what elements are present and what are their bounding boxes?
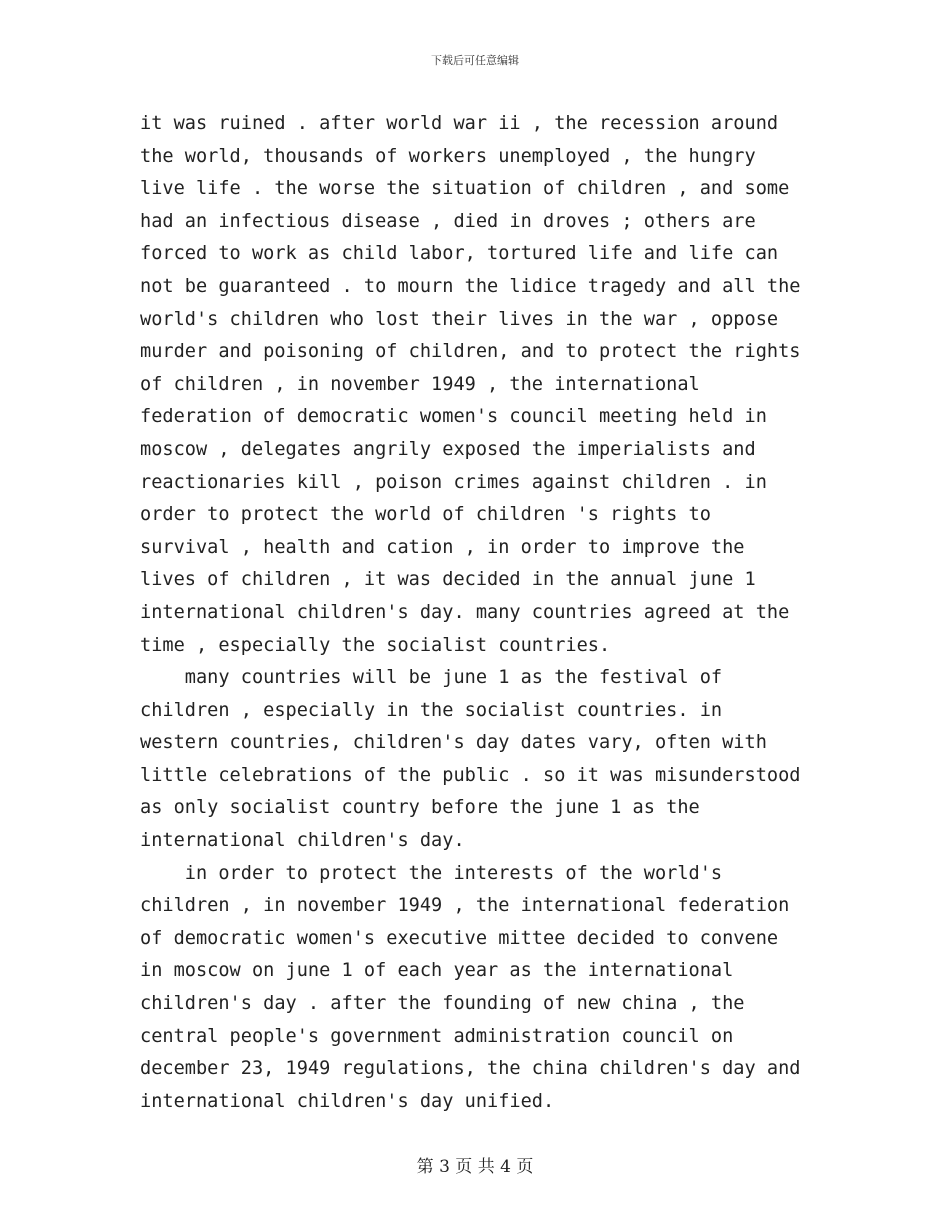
paragraph: in order to protect the interests of the world's children , in november 1949 , the international federation of democratic women's executive mittee decided to convene in moscow on june 1 of each year as the international children's day . after the founding of new china , the central people's government administration council on december 23, 1949 regulations, the china children's day and international children's day unified. (140, 862, 812, 1112)
paragraph: many countries will be june 1 as the festival of children , especially in the socialist countries. in western countries, children's day dates vary, often with little celebrations of the public . so it was misunderstood as only socialist country before the june 1 as the international children's day. (140, 667, 812, 852)
page-header: 下载后可任意编辑 (431, 54, 519, 67)
page-number-footer: 第 3 页 共 4 页 (416, 1157, 534, 1177)
document-body (140, 108, 810, 1118)
paragraph: it was ruined . after world war ii , the recession around the world, thousands of workers unemployed , the hungry live life . the worse the situation of children , and some had an infectious disease , died in droves ; others are forced to work as child labor, tortured life and life can not be guaranteed . to mourn the lidice tragedy and all the world's children who lost their lives in the war , oppose murder and poisoning of children, and to protect the rights of children , in november 1949 , the international federation of democratic women's council meeting held in moscow , delegates angrily exposed the imperialists and reactionaries kill , poison crimes against children . in order to protect the world of children 's rights to survival , health and cation , in order to improve the lives of children , it was decided in the annual june 1 international children's day. many countries agreed at the time , especially the socialist countries. (140, 113, 812, 656)
